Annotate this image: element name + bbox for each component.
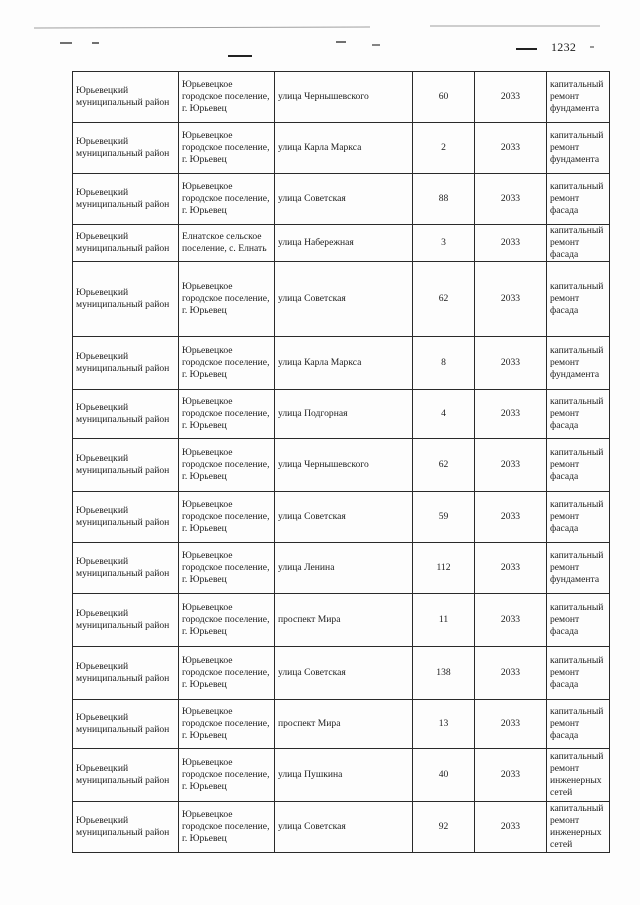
settlement-cell: Юрьевецкое городское поселение, г. Юрьевец [179, 802, 275, 853]
house-number-cell: 88 [413, 174, 475, 225]
year-cell: 2033 [475, 647, 547, 700]
work-type-cell: капитальный ремонт фундамента [547, 72, 610, 123]
house-number-cell: 62 [413, 262, 475, 337]
table-row [73, 594, 610, 647]
house-number-cell: 112 [413, 543, 475, 594]
work-type-cell: капитальный ремонт фасада [547, 390, 610, 439]
street-cell: улица Пушкина [275, 749, 413, 802]
street-cell: улица Чернышевского [275, 439, 413, 492]
house-number-cell: 138 [413, 647, 475, 700]
settlement-cell: Елнатское сельское поселение, с. Елнать [179, 225, 275, 262]
district-cell: Юрьевецкий муниципальный район [73, 492, 179, 543]
work-type-cell: капитальный ремонт фасада [547, 439, 610, 492]
year-cell: 2033 [475, 225, 547, 262]
district-cell: Юрьевецкий муниципальный район [73, 72, 179, 123]
street-cell: улица Советская [275, 262, 413, 337]
settlement-cell: Юрьевецкое городское поселение, г. Юрьевец [179, 492, 275, 543]
settlement-cell: Юрьевецкое городское поселение, г. Юрьевец [179, 439, 275, 492]
district-cell: Юрьевецкий муниципальный район [73, 390, 179, 439]
year-cell: 2033 [475, 802, 547, 853]
district-cell: Юрьевецкий муниципальный район [73, 225, 179, 262]
settlement-cell: Юрьевецкое городское поселение, г. Юрьевец [179, 749, 275, 802]
district-cell: Юрьевецкий муниципальный район [73, 262, 179, 337]
year-cell: 2033 [475, 492, 547, 543]
work-type-cell: капитальный ремонт фасада [547, 700, 610, 749]
street-cell: улица Советская [275, 802, 413, 853]
house-number-cell: 4 [413, 390, 475, 439]
year-cell: 2033 [475, 700, 547, 749]
work-type-cell: капитальный ремонт фасада [547, 262, 610, 337]
district-cell: Юрьевецкий муниципальный район [73, 337, 179, 390]
street-cell: улица Советская [275, 647, 413, 700]
district-cell: Юрьевецкий муниципальный район [73, 174, 179, 225]
table-row [73, 647, 610, 700]
table-row [73, 390, 610, 439]
year-cell: 2033 [475, 390, 547, 439]
table-row [73, 492, 610, 543]
street-cell: улица Советская [275, 174, 413, 225]
street-cell: улица Карла Маркса [275, 337, 413, 390]
table-row [73, 700, 610, 749]
table-row [73, 439, 610, 492]
house-number-cell: 2 [413, 123, 475, 174]
street-cell: улица Чернышевского [275, 72, 413, 123]
settlement-cell: Юрьевецкое городское поселение, г. Юрьевец [179, 72, 275, 123]
work-type-cell: капитальный ремонт фасада [547, 174, 610, 225]
year-cell: 2033 [475, 72, 547, 123]
work-type-cell: капитальный ремонт инженерных сетей [547, 749, 610, 802]
district-cell: Юрьевецкий муниципальный район [73, 123, 179, 174]
settlement-cell: Юрьевецкое городское поселение, г. Юрьевец [179, 647, 275, 700]
year-cell: 2033 [475, 594, 547, 647]
house-number-cell: 59 [413, 492, 475, 543]
house-number-cell: 62 [413, 439, 475, 492]
work-type-cell: капитальный ремонт фасада [547, 492, 610, 543]
page-number: 1232 [551, 40, 577, 54]
district-cell: Юрьевецкий муниципальный район [73, 749, 179, 802]
year-cell: 2033 [475, 123, 547, 174]
house-number-cell: 3 [413, 225, 475, 262]
house-number-cell: 92 [413, 802, 475, 853]
year-cell: 2033 [475, 543, 547, 594]
street-cell: проспект Мира [275, 700, 413, 749]
settlement-cell: Юрьевецкое городское поселение, г. Юрьевец [179, 594, 275, 647]
year-cell: 2033 [475, 262, 547, 337]
table-row [73, 802, 610, 853]
house-number-cell: 60 [413, 72, 475, 123]
street-cell: проспект Мира [275, 594, 413, 647]
street-cell: улица Набережная [275, 225, 413, 262]
year-cell: 2033 [475, 174, 547, 225]
year-cell: 2033 [475, 749, 547, 802]
work-type-cell: капитальный ремонт фасада [547, 647, 610, 700]
district-cell: Юрьевецкий муниципальный район [73, 647, 179, 700]
settlement-cell: Юрьевецкое городское поселение, г. Юрьевец [179, 543, 275, 594]
table-row [73, 543, 610, 594]
year-cell: 2033 [475, 337, 547, 390]
table-row [73, 337, 610, 390]
house-number-cell: 8 [413, 337, 475, 390]
table-row [73, 123, 610, 174]
scan-artifact-lines [0, 0, 640, 70]
work-type-cell: капитальный ремонт фасада [547, 594, 610, 647]
district-cell: Юрьевецкий муниципальный район [73, 594, 179, 647]
settlement-cell: Юрьевецкое городское поселение, г. Юрьевец [179, 390, 275, 439]
table-row [73, 225, 610, 262]
street-cell: улица Ленина [275, 543, 413, 594]
house-number-cell: 11 [413, 594, 475, 647]
settlement-cell: Юрьевецкое городское поселение, г. Юрьевец [179, 123, 275, 174]
settlement-cell: Юрьевецкое городское поселение, г. Юрьевец [179, 174, 275, 225]
repair-schedule-table [72, 71, 610, 853]
settlement-cell: Юрьевецкое городское поселение, г. Юрьевец [179, 700, 275, 749]
settlement-cell: Юрьевецкое городское поселение, г. Юрьевец [179, 337, 275, 390]
district-cell: Юрьевецкий муниципальный район [73, 802, 179, 853]
street-cell: улица Подгорная [275, 390, 413, 439]
work-type-cell: капитальный ремонт инженерных сетей [547, 802, 610, 853]
street-cell: улица Карла Маркса [275, 123, 413, 174]
work-type-cell: капитальный ремонт фасада [547, 225, 610, 262]
district-cell: Юрьевецкий муниципальный район [73, 439, 179, 492]
settlement-cell: Юрьевецкое городское поселение, г. Юрьевец [179, 262, 275, 337]
district-cell: Юрьевецкий муниципальный район [73, 543, 179, 594]
year-cell: 2033 [475, 439, 547, 492]
table-row [73, 749, 610, 802]
work-type-cell: капитальный ремонт фундамента [547, 543, 610, 594]
table-row [73, 262, 610, 337]
street-cell: улица Советская [275, 492, 413, 543]
table-row [73, 174, 610, 225]
table-row [73, 72, 610, 123]
district-cell: Юрьевецкий муниципальный район [73, 700, 179, 749]
house-number-cell: 40 [413, 749, 475, 802]
work-type-cell: капитальный ремонт фундамента [547, 123, 610, 174]
house-number-cell: 13 [413, 700, 475, 749]
work-type-cell: капитальный ремонт фундамента [547, 337, 610, 390]
